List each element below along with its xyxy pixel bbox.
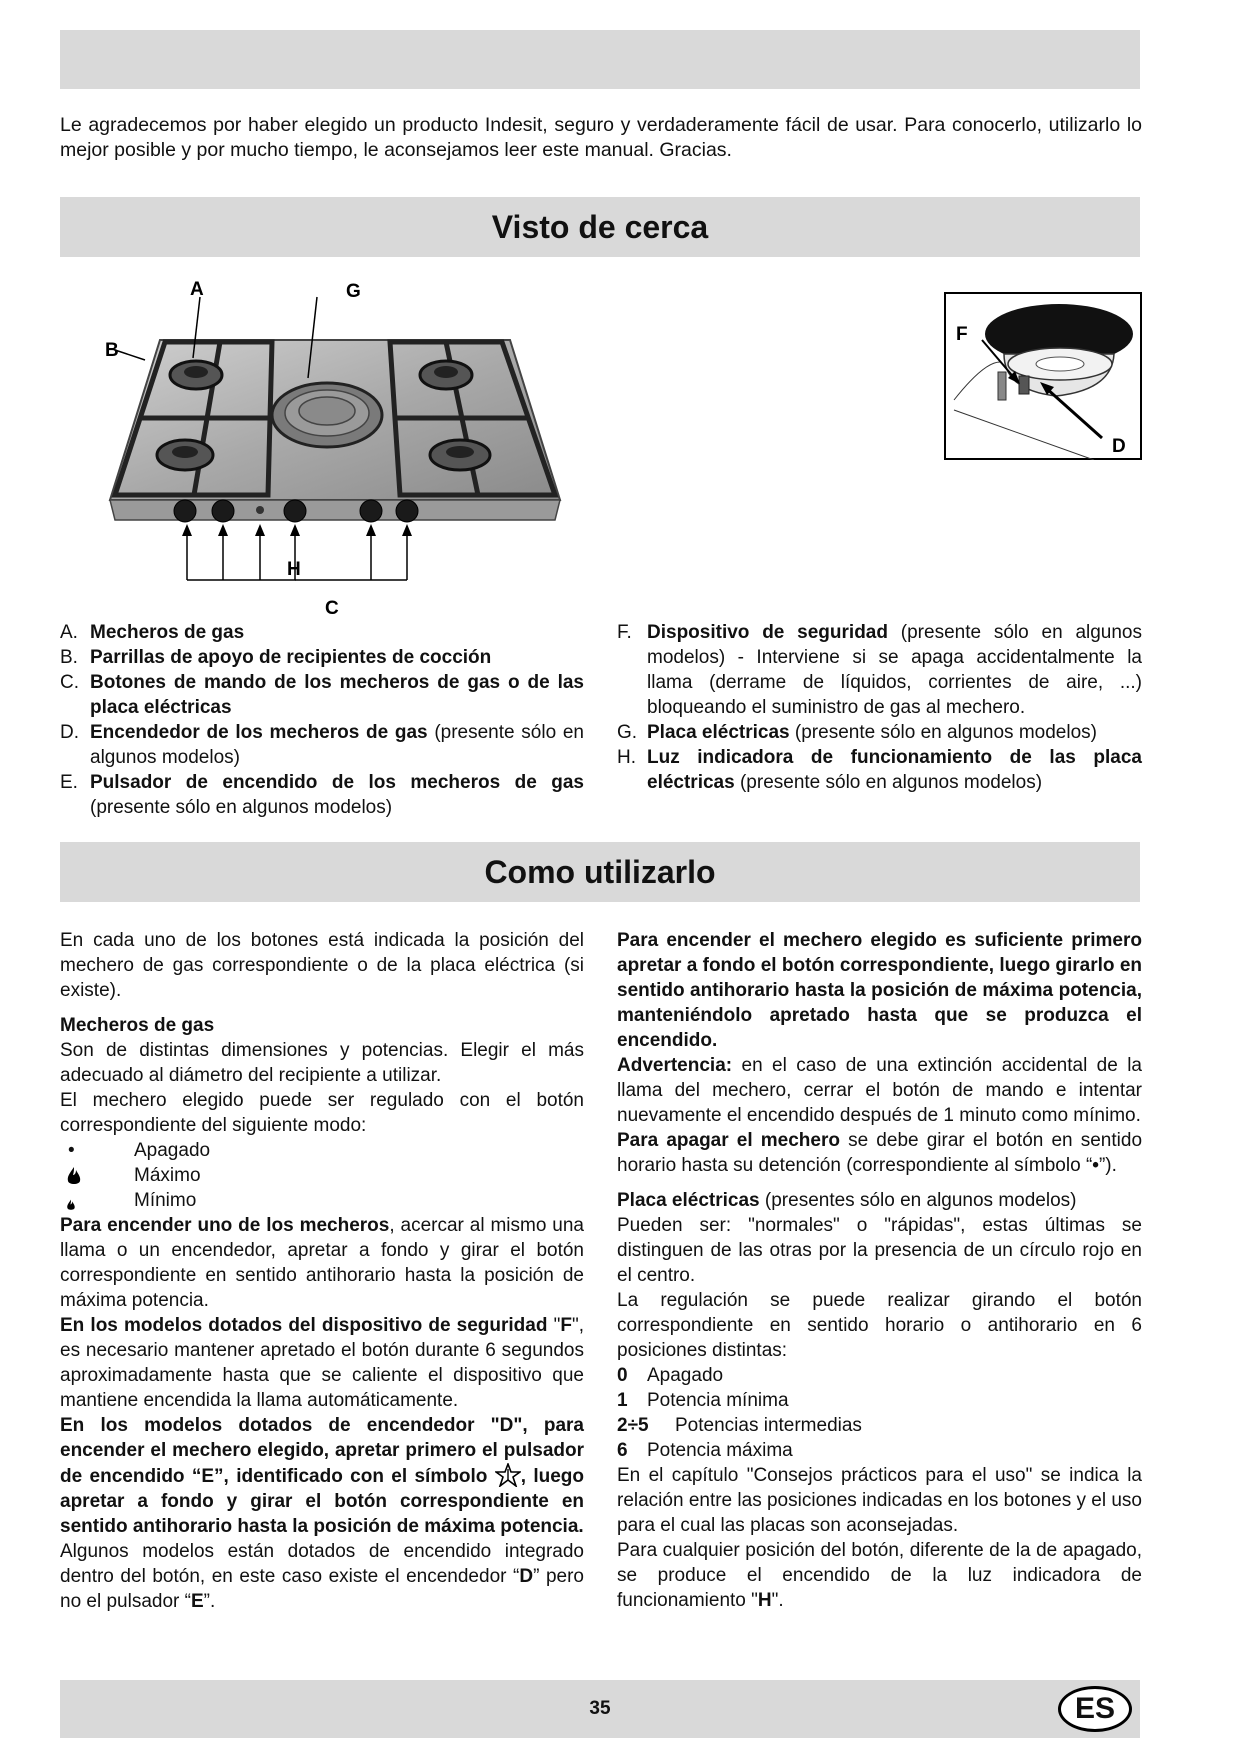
paragraph: Son de distintas dimensiones y potencias. Elegir el más adecuado al diámetro del recipiente a utilizar. (60, 1040, 584, 1086)
page-number: 35 (589, 1698, 611, 1719)
paragraph: Pueden ser: "normales" o "rápidas", estas últimas se distinguen de las otras por la presencia de un círculo rojo en el centro. (617, 1215, 1142, 1286)
control-knob (284, 500, 306, 522)
paragraph: En los modelos dotados del dispositivo de seguridad "F", es necesario mantener apretado el botón durante 6 segundos aproximadamente hasta que se caliente el dispositivo que mantiene encendida la llama automáticamente. (60, 1315, 584, 1411)
legend-item: A. Mecheros de gas (60, 622, 245, 643)
control-knob (174, 500, 196, 522)
gas-burner (157, 440, 213, 470)
section-title-como: Como utilizarlo (484, 854, 716, 890)
section-title-visto: Visto de cerca (491, 209, 709, 245)
option-min: Mínimo (60, 1188, 584, 1213)
header-band (60, 30, 1140, 89)
figure-label-d: D (1112, 436, 1126, 457)
indicator-light (256, 506, 264, 514)
paragraph: Advertencia: en el caso de una extinción accidental de la llama del mechero, cerrar el botón de mando e intentar nuevamente el encendido después de 1 minuto como mínimo. (617, 1055, 1142, 1126)
figure-label-b: B (105, 340, 119, 361)
paragraph: Para encender el mechero elegido es suficiente primero apretar a fondo el botón correspondiente, luego girarlo en sentido antihorario hasta la posición de máxima potencia, manteniéndolo apretado hasta que se produzca el encendido. (617, 930, 1142, 1051)
legend-item: C. Botones de mando de los mecheros de gas o de las placa eléctricas (60, 672, 584, 718)
control-knob (212, 500, 234, 522)
figure-label-f: F (956, 324, 968, 345)
section-como-band (60, 842, 1140, 902)
figure-label-c: C (325, 598, 339, 619)
legend-item: E. Pulsador de encendido de los mecheros de gas (presente sólo en algunos modelos) (60, 772, 584, 818)
level-item: 1 Potencia mínima (617, 1390, 789, 1411)
paragraph: En los modelos dotados de encendedor "D", para encender el mechero elegido, apretar primero el pulsador de encendido “E”, identificado con el símbolo , luego apretar a fondo y girar el botón correspondiente en sentido antihorario hasta la posición de máxima potencia. (60, 1415, 584, 1537)
paragraph: Para apagar el mechero se debe girar el botón en sentido horario hasta su detención (correspondiente al símbolo “•”). (617, 1130, 1143, 1176)
intro-text: Le agradecemos por haber elegido un producto Indesit, seguro y verdaderamente fácil de usar. Para conocerlo, utilizarlo lo mejor posible y por mucho tiempo, le aconsejamos leer este manual. Gracias. (60, 114, 1142, 161)
control-knob (396, 500, 418, 522)
legend-item: F. Dispositivo de seguridad (presente sólo en algunos modelos) - Interviene si se apaga accidentalmente la llama (derrame de líquidos, corrientes de aire, ...) bloqueando el suministro de gas al mechero. (617, 622, 1142, 718)
level-item: 6 Potencia máxima (617, 1440, 793, 1461)
cooktop-illustration (90, 280, 570, 620)
gas-burner (170, 361, 222, 389)
paragraph: En el capítulo "Consejos prácticos para el uso" se indica la relación entre las posiciones indicadas en los botones y el uso para el cual las placas son aconsejadas. (617, 1465, 1142, 1536)
legend-item: B. Parrillas de apoyo de recipientes de cocción (60, 647, 492, 668)
language-badge: ES (1058, 1686, 1132, 1732)
spark-star-icon (495, 1463, 521, 1487)
paragraph: La regulación se puede realizar girando el botón correspondiente en sentido horario o antihorario en 6 posiciones distintas: (617, 1290, 1142, 1361)
gas-burner (420, 361, 472, 389)
legend-item: D. Encendedor de los mecheros de gas (presente sólo en algunos modelos) (60, 722, 584, 768)
gas-burner (430, 440, 490, 470)
paragraph: En cada uno de los botones está indicada la posición del mechero de gas correspondiente o de la placa eléctrica (si existe). (60, 930, 584, 1001)
control-knob (360, 500, 382, 522)
como-right-column (617, 928, 1142, 1613)
electric-plate (272, 383, 382, 447)
large-flame-icon (66, 1166, 82, 1186)
off-dot-icon: • (68, 1140, 75, 1161)
legend-right (617, 620, 1142, 795)
paragraph: Para encender uno de los mecheros, acercar al mismo una llama o un encendedor, apretar a fondo y girar el botón correspondiente en sentido antihorario hasta la posición de máxima potencia. (60, 1215, 584, 1311)
subheading-gas: Mecheros de gas (60, 1015, 215, 1036)
legend-item: H. Luz indicadora de funcionamiento de las placa eléctricas (presente sólo en algunos modelos) (617, 747, 1142, 793)
section-visto-band (60, 197, 1140, 257)
option-off: • Apagado (60, 1138, 584, 1163)
paragraph: Para cualquier posición del botón, diferente de la de apagado, se produce el encendido de la luz indicadora de funcionamiento "H". (617, 1540, 1142, 1611)
legend-item: G. Placa eléctricas (presente sólo en algunos modelos) (617, 722, 1097, 743)
figure-label-h: H (287, 559, 301, 580)
small-flame-icon (66, 1199, 76, 1211)
como-left-column (60, 928, 584, 1614)
level-item: 0 Apagado (617, 1365, 724, 1386)
paragraph: Algunos modelos están dotados de encendido integrado dentro del botón, en este caso existe el encendedor “D” pero no el pulsador “E”. (60, 1541, 584, 1612)
figure-label-a: A (190, 280, 204, 300)
legend-left (60, 620, 584, 820)
safety-device-illustration (944, 292, 1142, 460)
subheading-plates: Placa eléctricas (presentes sólo en algunos modelos) (617, 1190, 1077, 1211)
figure-label-g: G (346, 281, 361, 302)
option-max: Máximo (60, 1163, 584, 1188)
level-item: 2÷5 Potencias intermedias (617, 1415, 862, 1436)
footer-band (60, 1680, 1140, 1738)
paragraph: El mechero elegido puede ser regulado con el botón correspondiente del siguiente modo: (60, 1090, 584, 1136)
